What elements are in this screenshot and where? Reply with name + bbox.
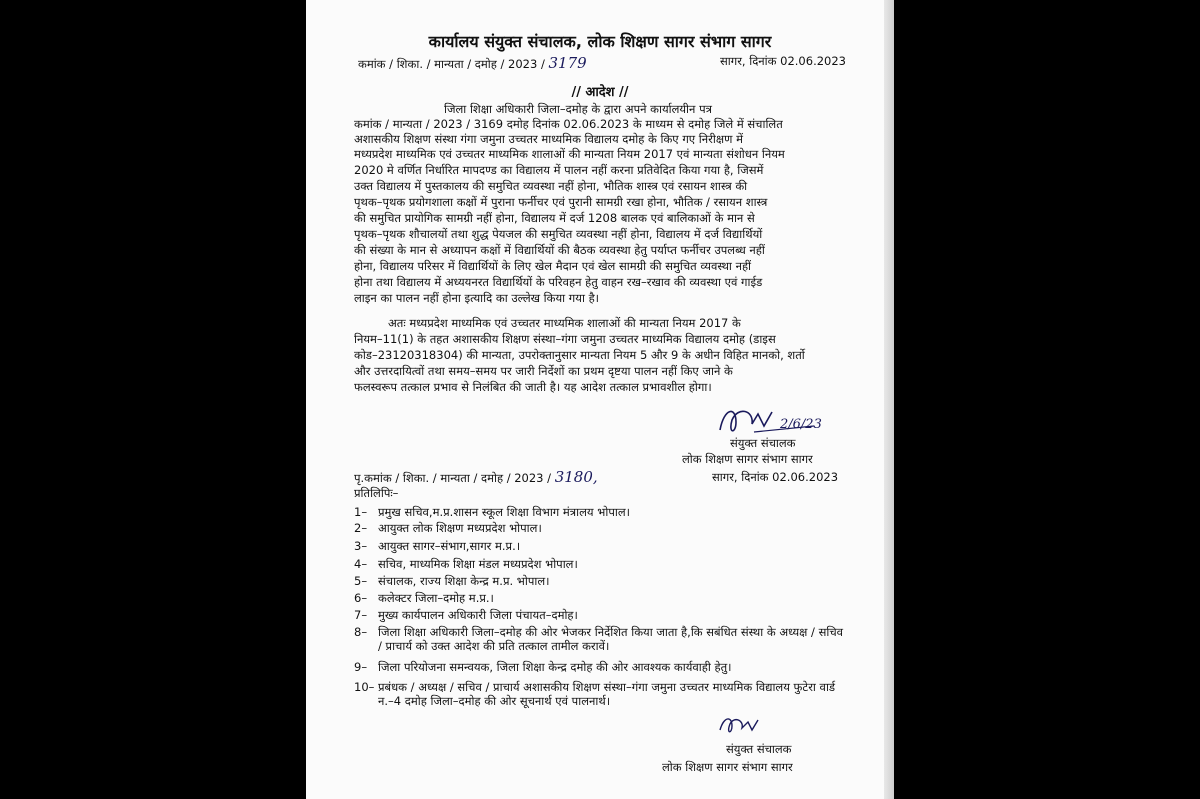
copy-item-number: 1– (354, 505, 368, 519)
page-edge-shadow (884, 0, 894, 799)
copy-item (354, 521, 542, 535)
copy-item (354, 608, 578, 622)
para1-line: कमांक / मान्यता / 2023 / 3169 दमोह दिनांक 02.06.2023 के माध्यम से दमोह जिले में संचालित (354, 117, 783, 131)
para1-line: की समुचित प्रायोगिक सामग्री नहीं होना, विद्यालय में दर्ज 1208 बालक एवं बालिकाओं के मान से (354, 211, 755, 225)
copy-item-text: प्रबंधक / अध्यक्ष / सचिव / प्राचार्य अशासकीय शिक्षण संस्था–गंगा जमुना उच्चतर माध्यमिक विद्यालय फुटेरा वार्ड न.–4 दमोह जिला–दमोह की ओर सूचनार्थ एवं पालनार्थ। (378, 680, 836, 708)
signature-2 (716, 712, 786, 738)
copy-item-text: प्रमुख सचिव,म.प्र.शासन स्कूल शिक्षा विभाग मंत्रालय भोपाल। (378, 505, 630, 519)
signature-1-designation: संयुक्त संचालक (730, 436, 796, 450)
para1-line: की संख्या के मान से अध्यापन कक्षों में विद्यार्थियों की बैठक व्यवस्था हेतु पर्याप्त फर्नीचर उपलब्ध नहीं (354, 243, 765, 257)
copy-item-text: संचालक, राज्य शिक्षा केन्द्र म.प्र. भोपाल। (378, 574, 550, 588)
copy-item-number: 8– (354, 625, 368, 639)
signature-2-office: लोक शिक्षण सागर संभाग सागर (662, 760, 793, 774)
copy-item-text: मुख्य कार्यपालन अधिकारी जिला पंचायत–दमोह। (378, 608, 578, 622)
copy-item-text: आयुक्त सागर–संभाग,सागर म.प्र.। (378, 539, 521, 553)
para1-line: 2020 मे वर्णित निर्धारित मापदण्ड का विद्यालय में पालन नहीं करना प्रतिवेदित किया गया है, जिसमें (354, 163, 764, 177)
para1-line: होना तथा विद्यालय में अध्ययनरत विद्यार्थियों के परिवहन हेतु वाहन रख–रखाव की व्यवस्था एवं गाईड (354, 275, 763, 289)
copy-item-text: सचिव, माध्यमिक शिक्षा मंडल मध्यप्रदेश भोपाल। (378, 557, 578, 571)
copy-item-number: 3– (354, 539, 368, 553)
copy-item-number: 4– (354, 557, 368, 571)
copy-reference (354, 470, 598, 485)
copy-ref-prefix: पृ.कमांक / शिका. / मान्यता / दमोह / 2023 / (354, 471, 552, 485)
signature-2-designation: संयुक्त संचालक (726, 742, 792, 756)
signature-1-place-date: सागर, दिनांक 02.06.2023 (712, 470, 839, 484)
para1-line: मध्यप्रदेश माध्यमिक एवं उच्चतर माध्यमिक शालाओं की मान्यता नियम 2017 एवं मान्यता संशोधन नियम (354, 147, 785, 161)
para1-line: उक्त विद्यालय में पुस्तकालय की समुचित व्यवस्था नहीं होना, भौतिक शास्त्र एवं रसायन शास्त्र की (354, 179, 748, 193)
copy-item (354, 505, 630, 519)
copy-item-number: 5– (354, 574, 368, 588)
para2-line: नियम–11(1) के तहत अशासकीय शिक्षण संस्था–गंगा जमुना उच्चतर माध्यमिक विद्यालय दमोह (डाइस (354, 332, 776, 346)
copy-item (354, 625, 848, 653)
copy-item (354, 660, 848, 674)
copy-item (354, 539, 520, 553)
copy-item-text: जिला शिक्षा अधिकारी जिला–दमोह की ओर भेजकर निर्देशित किया जाता है,कि सबंधित संस्था के अध्यक्ष / सचिव / प्राचार्य को उक्त आदेश की प्रति तत्काल तामील करावें। (378, 625, 844, 653)
copy-item-number: 6– (354, 591, 368, 605)
para2-line: कोड–23120318304) की मान्यता, उपरोक्तानुसार मान्यता नियम 5 और 9 के अधीन विहित मानको, शर्तो (354, 348, 805, 362)
copy-label: प्रतिलिपिः– (354, 486, 399, 500)
signature-1-office: लोक शिक्षण सागर संभाग सागर (682, 452, 813, 466)
copy-ref-number: 3180, (554, 468, 598, 486)
para1-line: जिला शिक्षा अधिकारी जिला–दमोह के द्वारा अपने कार्यालयीन पत्र (444, 102, 712, 116)
office-title: कार्यालय संयुक्त संचालक, लोक शिक्षण सागर संभाग सागर (428, 32, 772, 51)
copy-item-number: 10– (354, 680, 375, 694)
order-ref-prefix: कमांक / शिका. / मान्यता / दमोह / 2023 / (358, 57, 545, 71)
copy-item-number: 7– (354, 608, 368, 622)
copy-item (354, 557, 578, 571)
copy-item-text: कलेक्टर जिला–दमोह म.प्र.। (378, 591, 494, 605)
copy-item (354, 574, 550, 588)
document-page (306, 0, 894, 799)
copy-item (354, 680, 848, 708)
signature-1-date: 2/6/23 (780, 417, 822, 432)
para1-line: लाइन का पालन नहीं होना इत्यादि का उल्लेख किया गया है। (354, 291, 600, 305)
para1-line: पृथक–पृथक प्रयोगशाला कक्षों में पुराना फर्नीचर एवं पुरानी सामग्री रखा होना, भौतिक / रसायन शास्त्र (354, 195, 768, 209)
copy-item-number: 2– (354, 521, 368, 535)
order-reference (358, 54, 587, 72)
para2-line: अतः मध्यप्रदेश माध्यमिक एवं उच्चतर माध्यमिक शालाओं की मान्यता नियम 2017 के (388, 316, 741, 330)
copy-item (354, 591, 494, 605)
para2-line: और उत्तरदायित्वों तथा समय–समय पर जारी निर्देशों का प्रथम दृष्टया पालन नहीं किए जाने के (354, 364, 733, 378)
copy-item-text: जिला परियोजना समन्वयक, जिला शिक्षा केन्द्र दमोह की ओर आवश्यक कार्यवाही हेतु। (378, 660, 732, 674)
order-place-date: सागर, दिनांक 02.06.2023 (719, 54, 846, 68)
para1-line: अशासकीय शिक्षण संस्था गंगा जमुना उच्चतर माध्यमिक विद्यालय दमोह के किए गए निरीक्षण में (354, 132, 743, 146)
order-ref-number: 3179 (548, 54, 587, 72)
copy-item-text: आयुक्त लोक शिक्षण मध्यप्रदेश भोपाल। (378, 521, 542, 535)
order-heading: // आदेश // (571, 85, 629, 100)
para1-line: पृथक–पृथक शौचालयों तथा शुद्ध पेयजल की समुचित व्यवस्था नहीं होना, विद्यालय में दर्ज विद्यार्थियों (354, 227, 763, 241)
para1-line: होना, विद्यालय परिसर में विद्यार्थियों के लिए खेल मैदान एवं खेल सामग्री की समुचित व्यवस्था नहीं (354, 259, 752, 273)
copy-item-number: 9– (354, 660, 368, 674)
para2-line: फलस्वरूप तत्काल प्रभाव से निलंबित की जाती है। यह आदेश तत्काल प्रभावशील होगा। (354, 380, 712, 394)
